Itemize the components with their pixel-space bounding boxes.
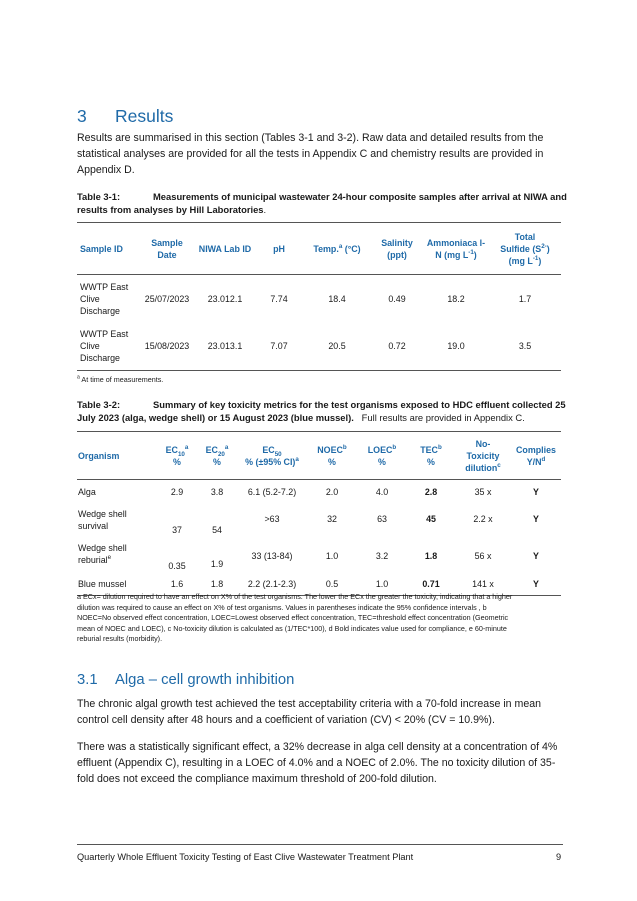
section-heading (77, 106, 173, 127)
footer-rule (77, 844, 563, 845)
cell-loec: 3.2 (375, 550, 389, 561)
col-no-toxicity: No- Toxicity dilution$^c$ (465, 438, 501, 473)
cell-date: 15/08/2023 (144, 341, 190, 352)
col-ec10: $EC_{10}^a$ % (165, 443, 189, 467)
table1-footnote: $^a$ At time of measurements. (77, 374, 164, 384)
table1-caption-text: Measurements of municipal wastewater 24-hour composite samples after arrival at NIWA and results from analyses by Hill Laboratories (77, 191, 567, 215)
cell-no-toxicity: 2.2 x (473, 513, 493, 524)
cell-ph: 7.74 (270, 293, 288, 304)
cell-loec: 4.0 (375, 486, 389, 497)
footnote-line: a ECx= dilution required to have an effect on X% of the test organisms. The lower the ECx the greater the toxicity, indicating that a higher (77, 592, 513, 601)
section-number: 3 (77, 106, 87, 126)
table-row (77, 538, 561, 574)
cell-sulfide: 1.7 (518, 293, 532, 304)
subsection-number: 3.1 (77, 672, 98, 688)
cell-organism: Blue mussel (78, 579, 127, 590)
table1-header-row (77, 223, 561, 275)
table1 (77, 222, 561, 371)
footer-title: Quarterly Whole Effluent Toxicity Testing of East Clive Wastewater Treatment Plant (77, 852, 414, 862)
cell-tec: 0.71 (422, 579, 440, 590)
table2-caption-text: Summary of key toxicity metrics for the test organisms exposed to HDC effluent collected 25 July 2023 (alga, wedge shell) or 15 August 2023 (blue mussel). (77, 399, 566, 423)
table2-footnote (77, 592, 563, 645)
table2-caption (77, 398, 567, 424)
subsection-heading (77, 672, 294, 688)
cell-ec50: 6.1 (5.2-7.2) (247, 486, 297, 497)
cell-complies: Y (533, 486, 539, 497)
cell-ec50: >63 (264, 513, 280, 524)
table-row (77, 480, 561, 504)
cell-lab-id: 23.013.1 (207, 341, 243, 352)
footnote-line: mean of NOEC and LOEC), c No-toxicity dilution is calculated as (1/TEC*100), d Bold indicates value used for compliance, e 60-minute (77, 623, 507, 633)
cell-sample-id: WWTP East Clive Discharge (80, 329, 129, 364)
cell-no-toxicity: 141 x (472, 579, 494, 590)
table-row (77, 323, 561, 371)
cell-ammonia: 18.2 (447, 293, 465, 304)
cell-sample-id: WWTP East Clive Discharge (80, 281, 129, 316)
cell-no-toxicity: 35 x (474, 486, 492, 497)
cell-salinity: 0.49 (388, 293, 406, 304)
col-organism: Organism (78, 450, 120, 461)
table-row (77, 504, 561, 538)
col-noec: NOEC$^b$ % (317, 443, 347, 467)
table2 (77, 431, 561, 596)
cell-tec: 2.8 (424, 486, 438, 497)
col-ec50: $EC_{50}$ % (±95% CI)$^a$ (245, 444, 299, 467)
cell-tec: 45 (426, 513, 436, 524)
cell-ec50: 2.2 (2.1-2.3) (247, 579, 297, 590)
cell-complies: Y (533, 579, 539, 590)
cell-ec10: 37 (172, 524, 182, 535)
cell-ph: 7.07 (270, 341, 288, 352)
footnote-line: NOEC=No observed effect concentration, LOEC=Lowest observed effect concentration, TEC=threshold effect concentration (Geometric (77, 613, 509, 623)
cell-ec20: 1.8 (210, 579, 224, 590)
table2-caption-tail: Full results are provided in Appendix C. (361, 412, 525, 423)
cell-salinity: 0.72 (388, 341, 406, 352)
cell-ammonia: 19.0 (447, 341, 465, 352)
section-title: Results (115, 106, 174, 126)
cell-noec: 0.5 (325, 579, 339, 590)
cell-organism: Alga (78, 486, 96, 497)
cell-temp: 18.4 (328, 293, 346, 304)
intro-paragraph: Results are summarised in this section (Tables 3-1 and 3-2). Raw data and detailed results from the statistical analyses are provided for all the tests in Appendix C and chemistry results are provided in Appendix D. (77, 132, 544, 177)
cell-sulfide: 3.5 (518, 341, 532, 352)
cell-loec: 1.0 (375, 579, 389, 590)
table1-label: Table 3-1: (77, 191, 121, 202)
col-ph: pH (273, 243, 285, 254)
table2-label: Table 3-2: (77, 399, 121, 410)
col-temp: Temp.$^a$ (°C) (313, 242, 361, 254)
paragraph: There was a statistically significant effect, a 32% decrease in alga cell density at a concentration of 4% effluent (Appendix C), resulting in a LOEC of 4.0% and a NOEC of 2.0%. The no toxicity dilution of 35-fold does not exceed the compliance maximum threshold of 200-fold dilution. (77, 741, 558, 786)
cell-noec: 2.0 (325, 486, 339, 497)
cell-loec: 63 (377, 513, 387, 524)
col-complies: Complies $Y/N^d$ (516, 444, 556, 467)
cell-temp: 20.5 (328, 341, 346, 352)
col-sulfide: Total Sulfide $(S^{2-})$ (mg $L^{-1}$) (500, 231, 550, 266)
table2-header-row (77, 432, 561, 480)
cell-ec50: 33 (13-84) (251, 550, 293, 561)
col-ammoniacal: Ammoniaca l-N (mg $L^{-1}$) (426, 237, 486, 260)
cell-ec20: 1.9 (210, 558, 224, 569)
subsection-title: Alga – cell growth inhibition (115, 672, 295, 688)
cell-complies: Y (533, 550, 539, 561)
col-sample-date: Sample Date (151, 237, 183, 260)
col-loec: LOEC$^b$ % (367, 443, 397, 467)
cell-noec: 32 (327, 513, 337, 524)
footnote-line: dilution was required to cause an effect on X% of test organisms. Values in parentheses indicate the 95% confidence intervals , b (77, 602, 487, 612)
cell-ec10: 1.6 (170, 579, 184, 590)
cell-ec20: 54 (212, 524, 222, 535)
cell-complies: Y (533, 513, 539, 524)
footnote-line: reburial results (morbidity). (77, 634, 163, 644)
col-tec: TEC$^b$ % (420, 443, 442, 467)
cell-noec: 1.0 (325, 550, 339, 561)
cell-ec10: 0.35 (168, 560, 186, 571)
table1-caption: Table 3-1: Measurements of municipal wastewater 24-hour composite samples after arrival at NIWA and results from analyses by Hill Laboratories. (77, 191, 567, 215)
cell-tec: 1.8 (424, 550, 438, 561)
cell-date: 25/07/2023 (144, 293, 190, 304)
table-row (77, 275, 561, 323)
cell-organism: Wedge shell reburial$^e$ (78, 542, 127, 565)
cell-ec10: 2.9 (170, 486, 184, 497)
cell-ec20: 3.8 (210, 486, 224, 497)
cell-lab-id: 23.012.1 (207, 293, 243, 304)
col-niwa-lab-id: NIWA Lab ID (198, 243, 252, 254)
col-salinity: Salinity (ppt) (381, 237, 413, 260)
cell-organism: Wedge shell survival (78, 508, 127, 531)
cell-no-toxicity: 56 x (474, 550, 492, 561)
paragraph: The chronic algal growth test achieved the test acceptability criteria with a 70-fold increase in mean control cell density after 48 hours and a coefficient of variation (CV) < 20% (CV = 10.9%). (77, 698, 542, 727)
col-sample-id: Sample ID (80, 243, 123, 254)
page-number: 9 (556, 852, 562, 862)
col-ec20: $EC_{20}^a$ % (205, 443, 229, 467)
